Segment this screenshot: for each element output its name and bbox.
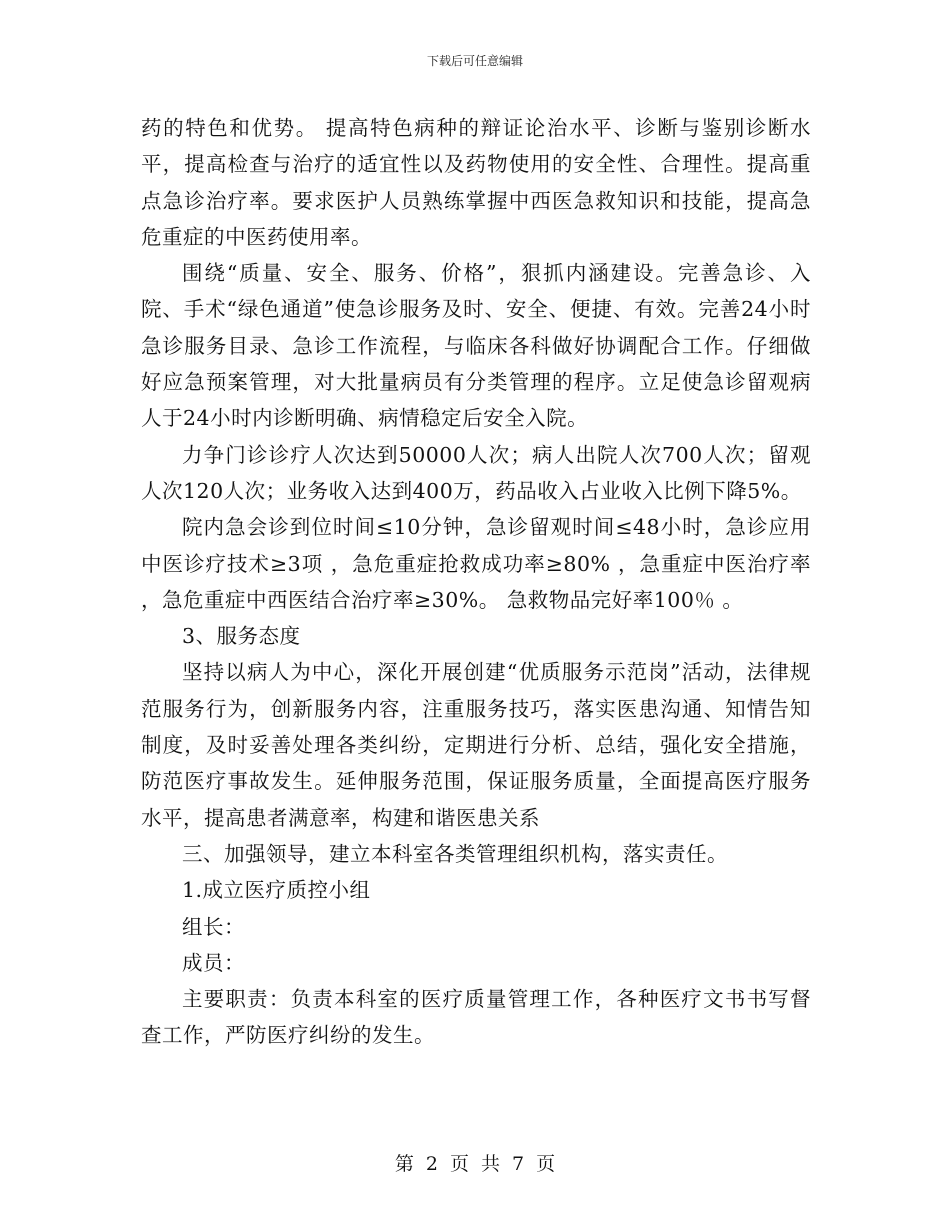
section-heading: 3、服务态度 (182, 624, 301, 649)
field-label-leader: 组长： (182, 914, 245, 939)
document-body (141, 110, 811, 1054)
paragraph: 药的特色和优势。 提高特色病种的辩证论治水平、诊断与鉴别诊断水平，提高检查与治疗的适宜性以及药物使用的安全性、合理性。提高重点急诊治疗率。要求医护人员熟练掌握中西医急救知识和技能，提高急危重症的中医药使用率。 (141, 116, 811, 249)
paragraph: 围绕“质量、安全、服务、价格”，狠抓内涵建设。完善急诊、入院、手术“绿色通道”使急诊服务及时、安全、便捷、有效。完善24小时急诊服务目录、急诊工作流程，与临床各科做好协调配合工作。仔细做好应急预案管理，对大批量病员有分类管理的程序。立足使急诊留观病人于24小时内诊断明确、病情稳定后安全入院。 (141, 261, 811, 431)
paragraph: 坚持以病人为中心，深化开展创建“优质服务示范岗”活动，法律规范服务行为，创新服务内容，注重服务技巧，落实医患沟通、知情告知制度，及时妥善处理各类纠纷，定期进行分析、总结，强化安全措施，防范医疗事故发生。延伸服务范围，保证服务质量，全面提高医疗服务水平，提高患者满意率，构建和谐医患关系 (141, 660, 811, 830)
section-heading: 三、加强领导，建立本科室各类管理组织机构，落实责任。 (182, 841, 728, 866)
field-label-members: 成员： (182, 950, 245, 975)
paragraph: 院内急会诊到位时间≤10分钟，急诊留观时间≤48小时，急诊应用中医诊疗技术≥3项 ，急危重症抢救成功率≥80% ，急重症中医治疗率 ，急危重症中西医结合治疗率≥30%。 急救物品完好率100％ 。 (141, 515, 811, 612)
page-number: 第 2 页 共 7 页 (394, 1153, 556, 1175)
paragraph: 主要职责：负责本科室的医疗质量管理工作，各种医疗文书书写督查工作，严防医疗纠纷的发生。 (141, 987, 811, 1048)
subsection-heading: 1.成立医疗质控小组 (182, 878, 371, 903)
page-header: 下载后可任意编辑 (426, 54, 523, 68)
paragraph: 力争门诊诊疗人次达到50000人次；病人出院人次700人次；留观人次120人次；业务收入达到400万，药品收入占业收入比例下降5%。 (141, 442, 811, 503)
